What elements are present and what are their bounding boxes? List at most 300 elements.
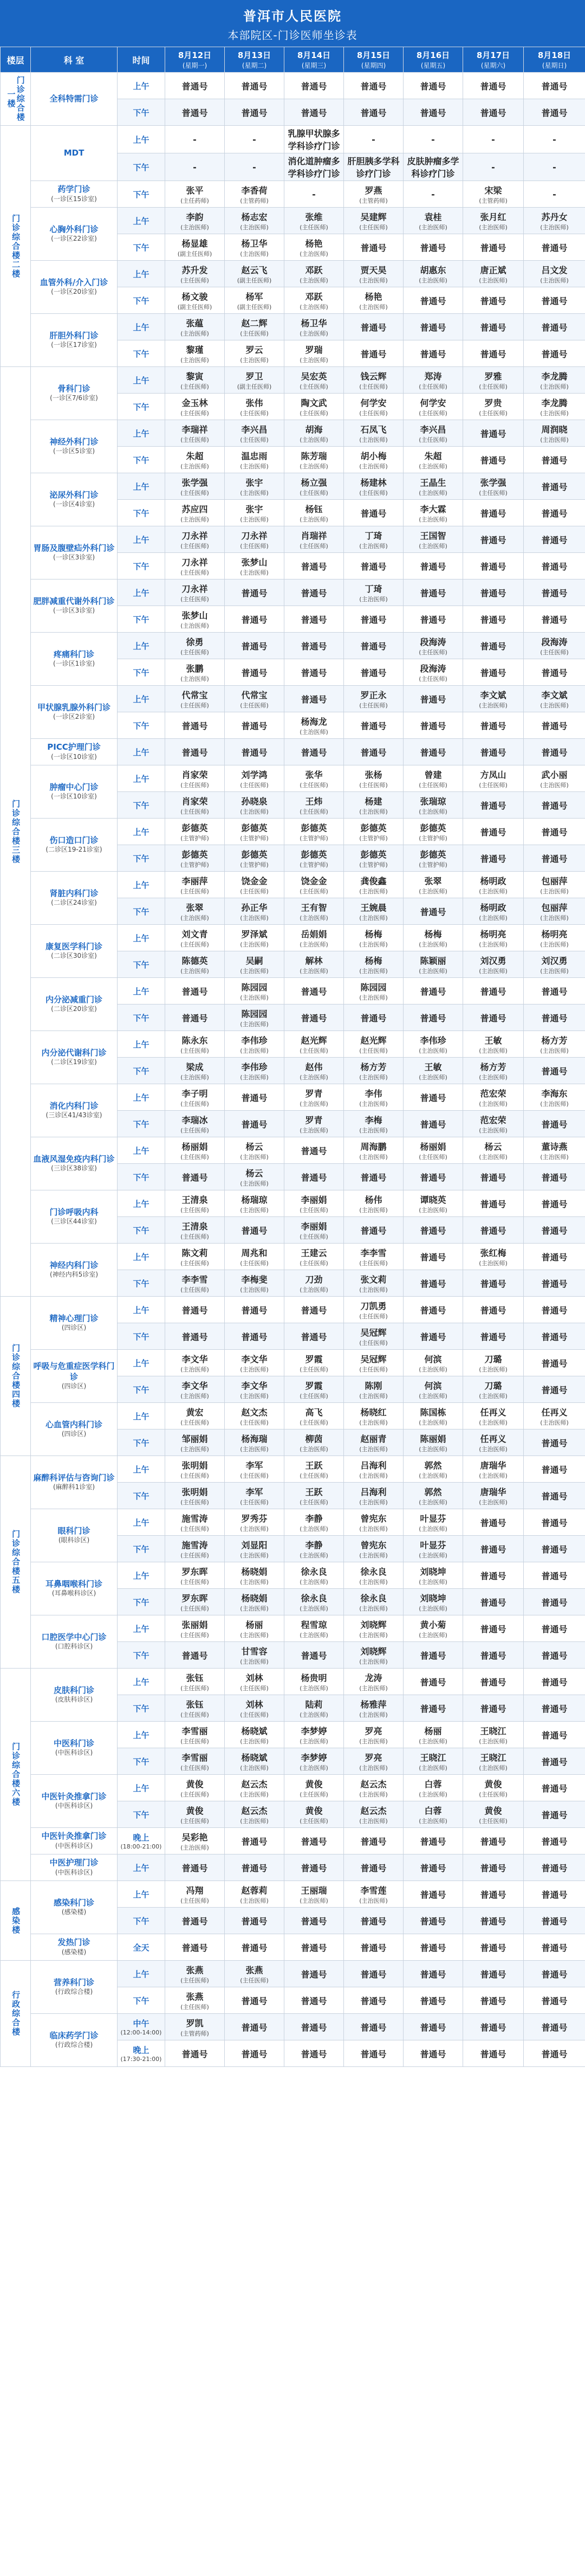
doctor-slot[interactable] [225, 765, 284, 792]
doctor-slot[interactable] [463, 73, 524, 99]
doctor-slot[interactable] [463, 898, 524, 925]
doctor-slot[interactable] [344, 1270, 404, 1297]
doctor-slot[interactable] [404, 2014, 463, 2040]
doctor-slot[interactable] [344, 126, 404, 153]
doctor-slot[interactable] [404, 659, 463, 686]
doctor-slot[interactable] [344, 765, 404, 792]
doctor-slot[interactable] [404, 553, 463, 579]
doctor-slot[interactable] [344, 1483, 404, 1509]
doctor-slot[interactable] [524, 526, 585, 553]
doctor-slot[interactable] [524, 1722, 585, 1748]
doctor-slot[interactable] [404, 606, 463, 633]
doctor-slot[interactable] [225, 1031, 284, 1058]
doctor-slot[interactable] [344, 1642, 404, 1669]
doctor-slot[interactable] [165, 1854, 225, 1881]
doctor-slot[interactable] [225, 845, 284, 872]
doctor-slot[interactable] [344, 1164, 404, 1190]
doctor-slot[interactable] [284, 872, 344, 898]
doctor-slot[interactable] [404, 1562, 463, 1589]
doctor-slot[interactable] [165, 792, 225, 819]
doctor-slot[interactable] [404, 1270, 463, 1297]
doctor-slot[interactable] [463, 606, 524, 633]
doctor-slot[interactable] [524, 1509, 585, 1536]
doctor-slot[interactable] [463, 314, 524, 340]
doctor-slot[interactable] [404, 1589, 463, 1615]
doctor-slot[interactable] [344, 1801, 404, 1828]
doctor-slot[interactable] [225, 2040, 284, 2067]
doctor-slot[interactable] [225, 1987, 284, 2014]
doctor-slot[interactable] [524, 1483, 585, 1509]
doctor-slot[interactable] [284, 553, 344, 579]
doctor-slot[interactable] [165, 1190, 225, 1217]
doctor-slot[interactable] [225, 1589, 284, 1615]
doctor-slot[interactable] [524, 1934, 585, 1961]
doctor-slot[interactable] [165, 872, 225, 898]
doctor-slot[interactable] [344, 1323, 404, 1350]
doctor-slot[interactable] [284, 1429, 344, 1456]
doctor-slot[interactable] [463, 261, 524, 287]
doctor-slot[interactable] [524, 287, 585, 314]
doctor-slot[interactable] [165, 1536, 225, 1562]
doctor-slot[interactable] [404, 1403, 463, 1429]
doctor-slot[interactable] [284, 606, 344, 633]
doctor-slot[interactable] [225, 1217, 284, 1244]
doctor-slot[interactable] [344, 1695, 404, 1722]
doctor-slot[interactable] [404, 208, 463, 234]
doctor-slot[interactable] [225, 394, 284, 420]
doctor-slot[interactable] [165, 1828, 225, 1854]
doctor-slot[interactable] [344, 1297, 404, 1323]
doctor-slot[interactable] [524, 872, 585, 898]
doctor-slot[interactable] [524, 792, 585, 819]
doctor-slot[interactable] [463, 1111, 524, 1137]
doctor-slot[interactable] [524, 1987, 585, 2014]
doctor-slot[interactable] [463, 845, 524, 872]
doctor-slot[interactable] [165, 1403, 225, 1429]
doctor-slot[interactable] [284, 792, 344, 819]
doctor-slot[interactable] [463, 1376, 524, 1403]
doctor-slot[interactable] [524, 765, 585, 792]
doctor-slot[interactable] [524, 2040, 585, 2067]
doctor-slot[interactable] [284, 1801, 344, 1828]
doctor-slot[interactable] [284, 1004, 344, 1031]
doctor-slot[interactable] [404, 1722, 463, 1748]
doctor-slot[interactable] [225, 978, 284, 1004]
doctor-slot[interactable] [524, 234, 585, 261]
doctor-slot[interactable] [284, 712, 344, 739]
doctor-slot[interactable] [284, 1376, 344, 1403]
doctor-slot[interactable] [463, 1801, 524, 1828]
doctor-slot[interactable] [524, 1244, 585, 1270]
doctor-slot[interactable] [284, 845, 344, 872]
doctor-slot[interactable] [225, 1908, 284, 1934]
doctor-slot[interactable] [524, 978, 585, 1004]
doctor-slot[interactable] [284, 1323, 344, 1350]
doctor-slot[interactable] [165, 1137, 225, 1164]
doctor-slot[interactable] [165, 99, 225, 126]
doctor-slot[interactable] [463, 1456, 524, 1483]
doctor-slot[interactable] [344, 287, 404, 314]
doctor-slot[interactable] [225, 367, 284, 394]
doctor-slot[interactable] [284, 2040, 344, 2067]
doctor-slot[interactable] [524, 73, 585, 99]
doctor-slot[interactable] [284, 99, 344, 126]
doctor-slot[interactable] [524, 314, 585, 340]
doctor-slot[interactable] [463, 420, 524, 447]
doctor-slot[interactable] [404, 1004, 463, 1031]
doctor-slot[interactable] [225, 420, 284, 447]
doctor-slot[interactable] [284, 978, 344, 1004]
doctor-slot[interactable] [404, 234, 463, 261]
doctor-slot[interactable] [524, 1801, 585, 1828]
doctor-slot[interactable] [284, 1589, 344, 1615]
doctor-slot[interactable] [284, 1084, 344, 1111]
doctor-slot[interactable] [284, 1748, 344, 1775]
doctor-slot[interactable] [404, 1483, 463, 1509]
doctor-slot[interactable] [404, 2040, 463, 2067]
doctor-slot[interactable] [165, 1270, 225, 1297]
doctor-slot[interactable] [225, 234, 284, 261]
doctor-slot[interactable] [344, 314, 404, 340]
doctor-slot[interactable] [524, 261, 585, 287]
doctor-slot[interactable] [404, 845, 463, 872]
doctor-slot[interactable] [344, 606, 404, 633]
doctor-slot[interactable] [284, 1934, 344, 1961]
doctor-slot[interactable] [463, 633, 524, 659]
doctor-slot[interactable] [225, 1562, 284, 1589]
doctor-slot[interactable] [165, 367, 225, 394]
doctor-slot[interactable] [284, 951, 344, 978]
doctor-slot[interactable] [344, 234, 404, 261]
doctor-slot[interactable] [344, 1509, 404, 1536]
doctor-slot[interactable] [404, 1137, 463, 1164]
doctor-slot[interactable] [463, 1004, 524, 1031]
doctor-slot[interactable] [344, 1244, 404, 1270]
doctor-slot[interactable] [463, 978, 524, 1004]
doctor-slot[interactable] [165, 2014, 225, 2040]
doctor-slot[interactable] [165, 1722, 225, 1748]
doctor-slot[interactable] [463, 925, 524, 951]
doctor-slot[interactable] [225, 739, 284, 765]
doctor-slot[interactable] [284, 447, 344, 473]
doctor-slot[interactable] [463, 1536, 524, 1562]
doctor-slot[interactable] [344, 898, 404, 925]
doctor-slot[interactable] [165, 447, 225, 473]
doctor-slot[interactable] [284, 819, 344, 845]
doctor-slot[interactable] [165, 1801, 225, 1828]
doctor-slot[interactable] [284, 1642, 344, 1669]
doctor-slot[interactable] [284, 208, 344, 234]
doctor-slot[interactable] [165, 473, 225, 500]
doctor-slot[interactable] [463, 1217, 524, 1244]
doctor-slot[interactable] [524, 500, 585, 526]
doctor-slot[interactable] [463, 1722, 524, 1748]
doctor-slot[interactable] [344, 1589, 404, 1615]
doctor-slot[interactable] [404, 1775, 463, 1801]
doctor-slot[interactable] [225, 1854, 284, 1881]
doctor-slot[interactable] [284, 1775, 344, 1801]
doctor-slot[interactable] [165, 1961, 225, 1987]
doctor-slot[interactable] [225, 1748, 284, 1775]
doctor-slot[interactable] [404, 1244, 463, 1270]
doctor-slot[interactable] [524, 1562, 585, 1589]
doctor-slot[interactable] [165, 500, 225, 526]
doctor-slot[interactable] [225, 819, 284, 845]
doctor-slot[interactable] [344, 633, 404, 659]
doctor-slot[interactable] [284, 367, 344, 394]
doctor-slot[interactable] [225, 314, 284, 340]
doctor-slot[interactable] [404, 1509, 463, 1536]
doctor-slot[interactable] [524, 126, 585, 153]
doctor-slot[interactable] [284, 73, 344, 99]
doctor-slot[interactable] [463, 367, 524, 394]
doctor-slot[interactable] [463, 1775, 524, 1801]
doctor-slot[interactable] [344, 1987, 404, 2014]
doctor-slot[interactable] [284, 526, 344, 553]
doctor-slot[interactable] [404, 261, 463, 287]
doctor-slot[interactable] [344, 1137, 404, 1164]
doctor-slot[interactable] [165, 234, 225, 261]
doctor-slot[interactable] [404, 447, 463, 473]
doctor-slot[interactable] [463, 1509, 524, 1536]
doctor-slot[interactable] [344, 208, 404, 234]
doctor-slot[interactable] [463, 1429, 524, 1456]
doctor-slot[interactable] [225, 1270, 284, 1297]
doctor-slot[interactable] [225, 1058, 284, 1084]
doctor-slot[interactable] [524, 845, 585, 872]
doctor-slot[interactable] [463, 1642, 524, 1669]
doctor-slot[interactable] [344, 845, 404, 872]
doctor-slot[interactable] [404, 819, 463, 845]
doctor-slot[interactable] [284, 1987, 344, 2014]
doctor-slot[interactable] [463, 686, 524, 712]
doctor-slot[interactable] [225, 686, 284, 712]
doctor-slot[interactable] [404, 340, 463, 367]
doctor-slot[interactable] [463, 208, 524, 234]
doctor-slot[interactable] [165, 1164, 225, 1190]
doctor-slot[interactable] [463, 1137, 524, 1164]
doctor-slot[interactable] [225, 181, 284, 208]
doctor-slot[interactable] [344, 1562, 404, 1589]
doctor-slot[interactable] [404, 181, 463, 208]
doctor-slot[interactable] [463, 1854, 524, 1881]
doctor-slot[interactable] [165, 739, 225, 765]
doctor-slot[interactable] [404, 1748, 463, 1775]
doctor-slot[interactable] [165, 553, 225, 579]
doctor-slot[interactable] [463, 181, 524, 208]
doctor-slot[interactable] [463, 1403, 524, 1429]
doctor-slot[interactable] [165, 1429, 225, 1456]
doctor-slot[interactable] [344, 1031, 404, 1058]
doctor-slot[interactable] [524, 420, 585, 447]
doctor-slot[interactable] [344, 819, 404, 845]
doctor-slot[interactable] [404, 420, 463, 447]
doctor-slot[interactable] [284, 1270, 344, 1297]
doctor-slot[interactable] [524, 153, 585, 181]
doctor-slot[interactable] [463, 340, 524, 367]
doctor-slot[interactable] [404, 1961, 463, 1987]
doctor-slot[interactable] [524, 1031, 585, 1058]
doctor-slot[interactable] [225, 553, 284, 579]
doctor-slot[interactable] [284, 153, 344, 181]
doctor-slot[interactable] [463, 1987, 524, 2014]
doctor-slot[interactable] [225, 1961, 284, 1987]
doctor-slot[interactable] [284, 898, 344, 925]
doctor-slot[interactable] [225, 1376, 284, 1403]
doctor-slot[interactable] [165, 1509, 225, 1536]
doctor-slot[interactable] [524, 1190, 585, 1217]
doctor-slot[interactable] [463, 1669, 524, 1695]
doctor-slot[interactable] [165, 845, 225, 872]
doctor-slot[interactable] [284, 1881, 344, 1908]
doctor-slot[interactable] [344, 1190, 404, 1217]
doctor-slot[interactable] [404, 1323, 463, 1350]
doctor-slot[interactable] [225, 1164, 284, 1190]
doctor-slot[interactable] [344, 579, 404, 606]
doctor-slot[interactable] [524, 579, 585, 606]
doctor-slot[interactable] [165, 1217, 225, 1244]
doctor-slot[interactable] [344, 1376, 404, 1403]
doctor-slot[interactable] [225, 579, 284, 606]
doctor-slot[interactable] [225, 1669, 284, 1695]
doctor-slot[interactable] [404, 1801, 463, 1828]
doctor-slot[interactable] [463, 1828, 524, 1854]
doctor-slot[interactable] [165, 420, 225, 447]
doctor-slot[interactable] [463, 1748, 524, 1775]
doctor-slot[interactable] [524, 1084, 585, 1111]
doctor-slot[interactable] [404, 925, 463, 951]
doctor-slot[interactable] [463, 1058, 524, 1084]
doctor-slot[interactable] [344, 1217, 404, 1244]
doctor-slot[interactable] [344, 1828, 404, 1854]
doctor-slot[interactable] [524, 553, 585, 579]
doctor-slot[interactable] [165, 526, 225, 553]
doctor-slot[interactable] [284, 340, 344, 367]
doctor-slot[interactable] [344, 1536, 404, 1562]
doctor-slot[interactable] [225, 1297, 284, 1323]
doctor-slot[interactable] [225, 1934, 284, 1961]
doctor-slot[interactable] [524, 1748, 585, 1775]
doctor-slot[interactable] [404, 951, 463, 978]
doctor-slot[interactable] [344, 1004, 404, 1031]
doctor-slot[interactable] [524, 181, 585, 208]
doctor-slot[interactable] [284, 1403, 344, 1429]
doctor-slot[interactable] [404, 1615, 463, 1642]
doctor-slot[interactable] [524, 1350, 585, 1376]
doctor-slot[interactable] [463, 872, 524, 898]
doctor-slot[interactable] [463, 1562, 524, 1589]
doctor-slot[interactable] [463, 153, 524, 181]
doctor-slot[interactable] [404, 978, 463, 1004]
doctor-slot[interactable] [344, 1748, 404, 1775]
doctor-slot[interactable] [284, 1669, 344, 1695]
doctor-slot[interactable] [225, 606, 284, 633]
doctor-slot[interactable] [225, 1775, 284, 1801]
doctor-slot[interactable] [524, 1004, 585, 1031]
doctor-slot[interactable] [524, 686, 585, 712]
doctor-slot[interactable] [404, 1058, 463, 1084]
doctor-slot[interactable] [284, 1828, 344, 1854]
doctor-slot[interactable] [225, 1350, 284, 1376]
doctor-slot[interactable] [404, 872, 463, 898]
doctor-slot[interactable] [284, 1058, 344, 1084]
doctor-slot[interactable] [344, 394, 404, 420]
doctor-slot[interactable] [284, 1456, 344, 1483]
doctor-slot[interactable] [524, 1589, 585, 1615]
doctor-slot[interactable] [404, 367, 463, 394]
doctor-slot[interactable] [165, 1589, 225, 1615]
doctor-slot[interactable] [165, 1669, 225, 1695]
doctor-slot[interactable] [284, 1217, 344, 1244]
doctor-slot[interactable] [524, 1536, 585, 1562]
doctor-slot[interactable] [404, 314, 463, 340]
doctor-slot[interactable] [284, 1536, 344, 1562]
doctor-slot[interactable] [524, 1908, 585, 1934]
doctor-slot[interactable] [284, 473, 344, 500]
doctor-slot[interactable] [344, 99, 404, 126]
doctor-slot[interactable] [404, 1190, 463, 1217]
doctor-slot[interactable] [463, 1297, 524, 1323]
doctor-slot[interactable] [165, 394, 225, 420]
doctor-slot[interactable] [344, 1669, 404, 1695]
doctor-slot[interactable] [404, 1695, 463, 1722]
doctor-slot[interactable] [284, 1961, 344, 1987]
doctor-slot[interactable] [284, 287, 344, 314]
doctor-slot[interactable] [463, 1908, 524, 1934]
doctor-slot[interactable] [225, 951, 284, 978]
doctor-slot[interactable] [284, 686, 344, 712]
doctor-slot[interactable] [225, 447, 284, 473]
doctor-slot[interactable] [344, 2014, 404, 2040]
doctor-slot[interactable] [284, 659, 344, 686]
doctor-slot[interactable] [524, 340, 585, 367]
doctor-slot[interactable] [463, 1934, 524, 1961]
doctor-slot[interactable] [404, 1084, 463, 1111]
doctor-slot[interactable] [165, 1881, 225, 1908]
doctor-slot[interactable] [165, 1615, 225, 1642]
doctor-slot[interactable] [404, 579, 463, 606]
doctor-slot[interactable] [524, 1695, 585, 1722]
doctor-slot[interactable] [344, 1456, 404, 1483]
doctor-slot[interactable] [344, 712, 404, 739]
doctor-slot[interactable] [524, 367, 585, 394]
doctor-slot[interactable] [284, 1854, 344, 1881]
doctor-slot[interactable] [284, 1244, 344, 1270]
doctor-slot[interactable] [284, 181, 344, 208]
doctor-slot[interactable] [284, 420, 344, 447]
doctor-slot[interactable] [344, 181, 404, 208]
doctor-slot[interactable] [524, 394, 585, 420]
doctor-slot[interactable] [344, 1058, 404, 1084]
doctor-slot[interactable] [165, 1748, 225, 1775]
doctor-slot[interactable] [344, 367, 404, 394]
doctor-slot[interactable] [463, 287, 524, 314]
doctor-slot[interactable] [225, 1536, 284, 1562]
doctor-slot[interactable] [404, 394, 463, 420]
doctor-slot[interactable] [524, 1217, 585, 1244]
doctor-slot[interactable] [463, 951, 524, 978]
doctor-slot[interactable] [165, 340, 225, 367]
doctor-slot[interactable] [524, 712, 585, 739]
doctor-slot[interactable] [284, 925, 344, 951]
doctor-slot[interactable] [404, 1376, 463, 1403]
doctor-slot[interactable] [344, 686, 404, 712]
doctor-slot[interactable] [463, 1164, 524, 1190]
doctor-slot[interactable] [524, 1961, 585, 1987]
doctor-slot[interactable] [225, 1509, 284, 1536]
doctor-slot[interactable] [404, 1908, 463, 1934]
doctor-slot[interactable] [404, 686, 463, 712]
